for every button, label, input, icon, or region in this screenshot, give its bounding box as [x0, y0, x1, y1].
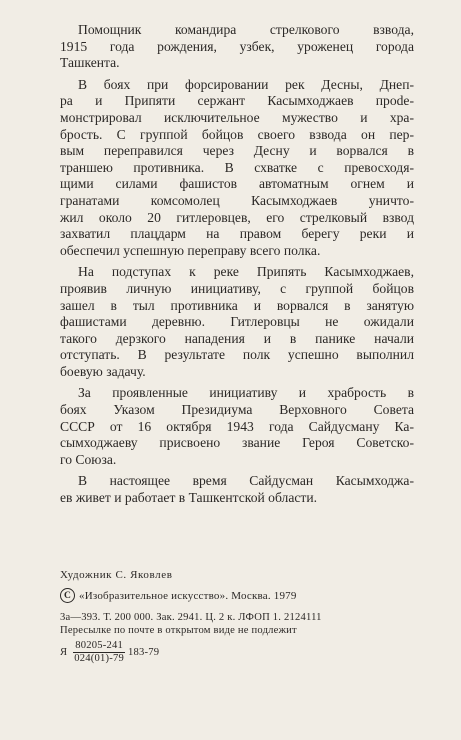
catalog-code — [60, 640, 414, 665]
body-text — [60, 22, 414, 512]
text-line: гранатами комсомолец Касымходжаев уничто- — [60, 192, 414, 208]
text-line: зашел в тыл противника и ворвался в занятую — [60, 297, 414, 313]
text-line: В настоящее время Сайдусман Касымходжа- — [78, 473, 414, 489]
paragraph — [60, 77, 414, 260]
text-line: фашистами деревню. Гитлеровцы не ожидали — [60, 314, 414, 330]
code-suffix: 183-79 — [127, 646, 160, 658]
print-info: 3а—393. Т. 200 000. Зак. 2941. Ц. 2 к. ЛФОП 1. 2124111 — [60, 612, 322, 623]
text-line: Ташкента. — [60, 55, 120, 71]
text-line: жил около 20 гитлеровцев, его стрелковый взвод — [60, 209, 414, 225]
text-line: отступать. В результате полк успешно выполнил — [60, 347, 414, 363]
text-line: брость. С группой бойцов своего взвода он пер- — [60, 126, 414, 142]
code-numerator: 80205-241 — [75, 640, 123, 651]
text-line: ев живет и работает в Ташкентской области. — [60, 490, 317, 506]
text-line: Помощник командира стрелкового взвода, — [78, 22, 414, 37]
code-prefix: Я — [60, 646, 68, 658]
text-line: ра и Припяти сержант Касымходжаев прode- — [60, 93, 414, 109]
text-line: такого дерзкого нападения и в панике начали — [60, 330, 414, 346]
text-line: монстрировал исключительное мужество и хра- — [60, 109, 414, 125]
publisher-text: «Изобразительное искусство». Москва. 1979 — [79, 589, 297, 602]
copyright-icon: C — [60, 588, 75, 603]
text-line: проявив личную инициативу, с группой бойцов — [60, 280, 414, 296]
text-line: сымходжаеву присвоено звание Героя Советско- — [60, 435, 414, 451]
text-line: вым переправился через Десну и ворвался в — [60, 143, 414, 159]
code-fraction — [73, 640, 125, 665]
text-line: боях Указом Президиума Верховного Совета — [60, 402, 414, 418]
text-line: щими силами фашистов автоматным огнем и — [60, 176, 414, 192]
paragraph — [60, 264, 414, 380]
paragraph — [60, 473, 414, 506]
artist-credit: Художник С. Яковлев — [60, 569, 173, 581]
text-line: На подступах к реке Припять Касымходжаев, — [78, 264, 414, 280]
text-line: траншею противника. В схватке с превосходя- — [60, 159, 414, 175]
text-line: За проявленные инициативу и храбрость в — [78, 385, 414, 401]
copyright-line — [60, 588, 414, 603]
text-line: го Союза. — [60, 451, 117, 467]
code-denominator: 024(01)-79 — [74, 653, 124, 664]
text-line: 1915 года рождения, узбек, уроженец города — [60, 38, 414, 54]
text-line: захватил плацдарм на правом берегу реки и — [60, 226, 414, 242]
colophon — [60, 568, 414, 665]
paragraph — [60, 385, 414, 468]
text-line: боевую задачу. — [60, 363, 146, 379]
text-line: СССР от 16 октября 1943 года Сайдусману Ка- — [60, 418, 414, 434]
paragraph — [60, 22, 414, 72]
text-line: В боях при форсировании рек Десны, Днеп- — [78, 76, 414, 92]
text-line: обеспечил успешную переправу всего полка. — [60, 242, 321, 258]
mail-note: Пересылке по почте в открытом виде не подлежит — [60, 625, 297, 636]
